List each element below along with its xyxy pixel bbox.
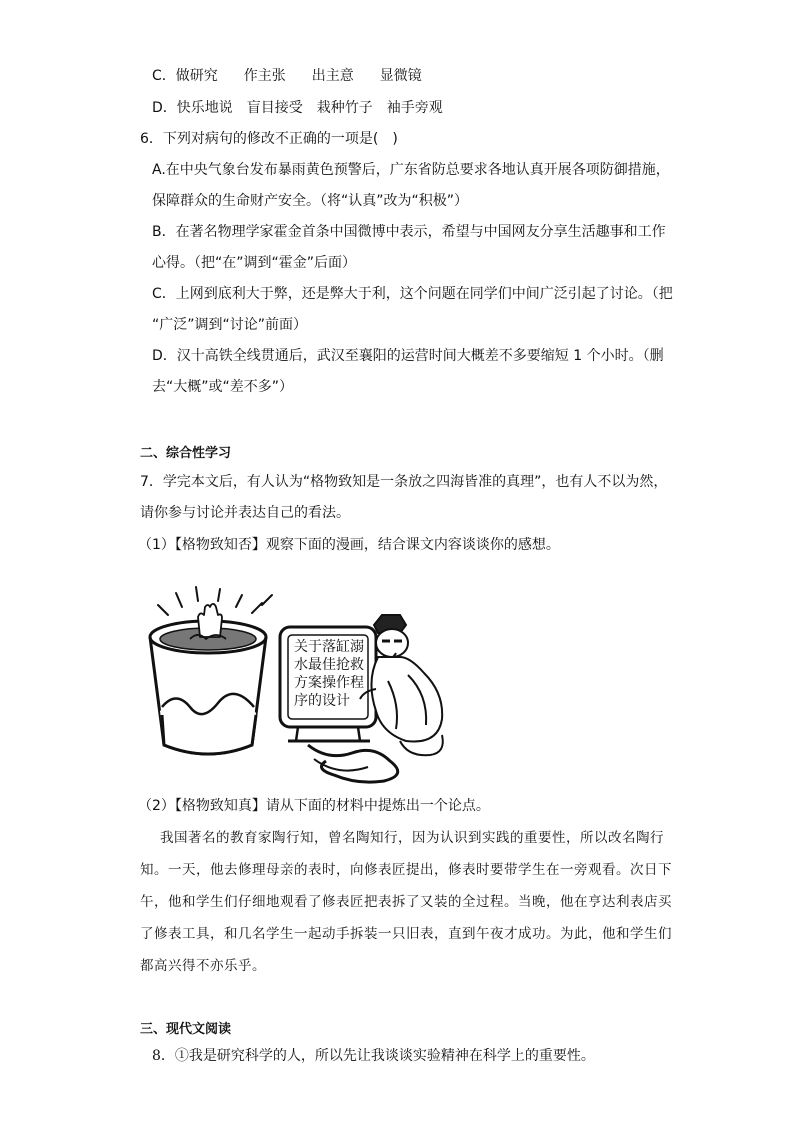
- option-label: D．: [152, 100, 177, 116]
- section-title-3: 三、现代文阅读: [140, 1022, 232, 1037]
- option-word: 作主张: [243, 68, 286, 84]
- q5-option-d: [152, 98, 469, 118]
- q6-option-d-line1: D．汉十高铁全线贯通后，武汉至襄阳的运营时间大概差不多要缩短 1 个小时。（删: [152, 348, 664, 364]
- q6-option-a-line1: A.在中央气象台发布暴雨黄色预警后，广东省防总要求各地认真开展各项防御措施，: [152, 162, 670, 178]
- option-word: 做研究: [175, 68, 218, 84]
- material-line: 知。一天，他去修理母亲的表时，向修表匠提出，修表时要带学生在一旁观看。次日下: [140, 862, 672, 878]
- q7-sub1: （1）【格物致知否】观察下面的漫画，结合课文内容谈谈你的感想。: [138, 537, 560, 553]
- option-word: 出主意: [311, 68, 354, 84]
- water-vat: [150, 621, 266, 754]
- screen-text-line: 水最佳抢救: [294, 657, 364, 673]
- q6-option-d-line2: 去“大概”或“差不多”）: [152, 379, 294, 395]
- q7-stem-line1: 7．学完本文后，有人认为“格物致知是一条放之四海皆准的真理”，也有人不以为然，: [140, 474, 668, 490]
- cartoon-illustration: [138, 585, 468, 790]
- option-word: 盲目接受: [246, 100, 303, 116]
- option-word: 显微镜: [379, 68, 422, 84]
- material-line: 了修表工具，和几名学生一起动手拆装一只旧表，直到午夜才成功。为此，他和学生们: [140, 926, 672, 942]
- q6-option-b-line2: 心得。（把“在”调到“霍金”后面）: [152, 255, 357, 271]
- q6-option-a-line2: 保障群众的生命财产安全。（将“认真”改为“积极”）: [152, 193, 469, 209]
- option-word: 栽种竹子: [316, 100, 373, 116]
- q6-option-c-line2: “广泛”调到“讨论”前面）: [152, 317, 308, 333]
- option-word: 快乐地说: [176, 100, 233, 116]
- option-label: C．: [152, 68, 176, 84]
- screen-text-line: 关于落缸溺: [294, 639, 364, 655]
- screen-text-line: 方案操作程: [294, 675, 364, 691]
- material-line: 我国著名的教育家陶行知，曾名陶知行，因为认识到实践的重要性，所以改名陶行: [160, 830, 664, 846]
- q5-option-c: [152, 66, 448, 86]
- material-line: 都高兴得不亦乐乎。: [140, 958, 266, 974]
- q6-option-b-line1: B．在著名物理学家霍金首条中国微博中表示，希望与中国网友分享生活趣事和工作: [152, 224, 666, 240]
- q6-option-c-line1: C．上网到底利大于弊，还是弊大于利，这个问题在同学们中间广泛引起了讨论。（把: [152, 286, 673, 302]
- material-line: 午，他和学生们仔细地观看了修表匠把表拆了又装的全过程。当晚，他在亨达利表店买: [140, 894, 672, 910]
- q8-stem: 8．①我是研究科学的人，所以先让我谈谈实验精神在科学上的重要性。: [152, 1048, 595, 1064]
- q6-stem: 6．下列对病句的修改不正确的一项是( ): [140, 131, 398, 147]
- q7-stem-line2: 请你参与讨论并表达自己的看法。: [140, 505, 350, 521]
- screen-text-line: 序的设计: [294, 693, 350, 709]
- section-title-2: 二、综合性学习: [140, 446, 232, 461]
- option-word: 袖手旁观: [386, 100, 443, 116]
- q7-sub2: （2）【格物致知真】请从下面的材料中提炼出一个论点。: [138, 798, 490, 814]
- computer-monitor: [280, 627, 376, 741]
